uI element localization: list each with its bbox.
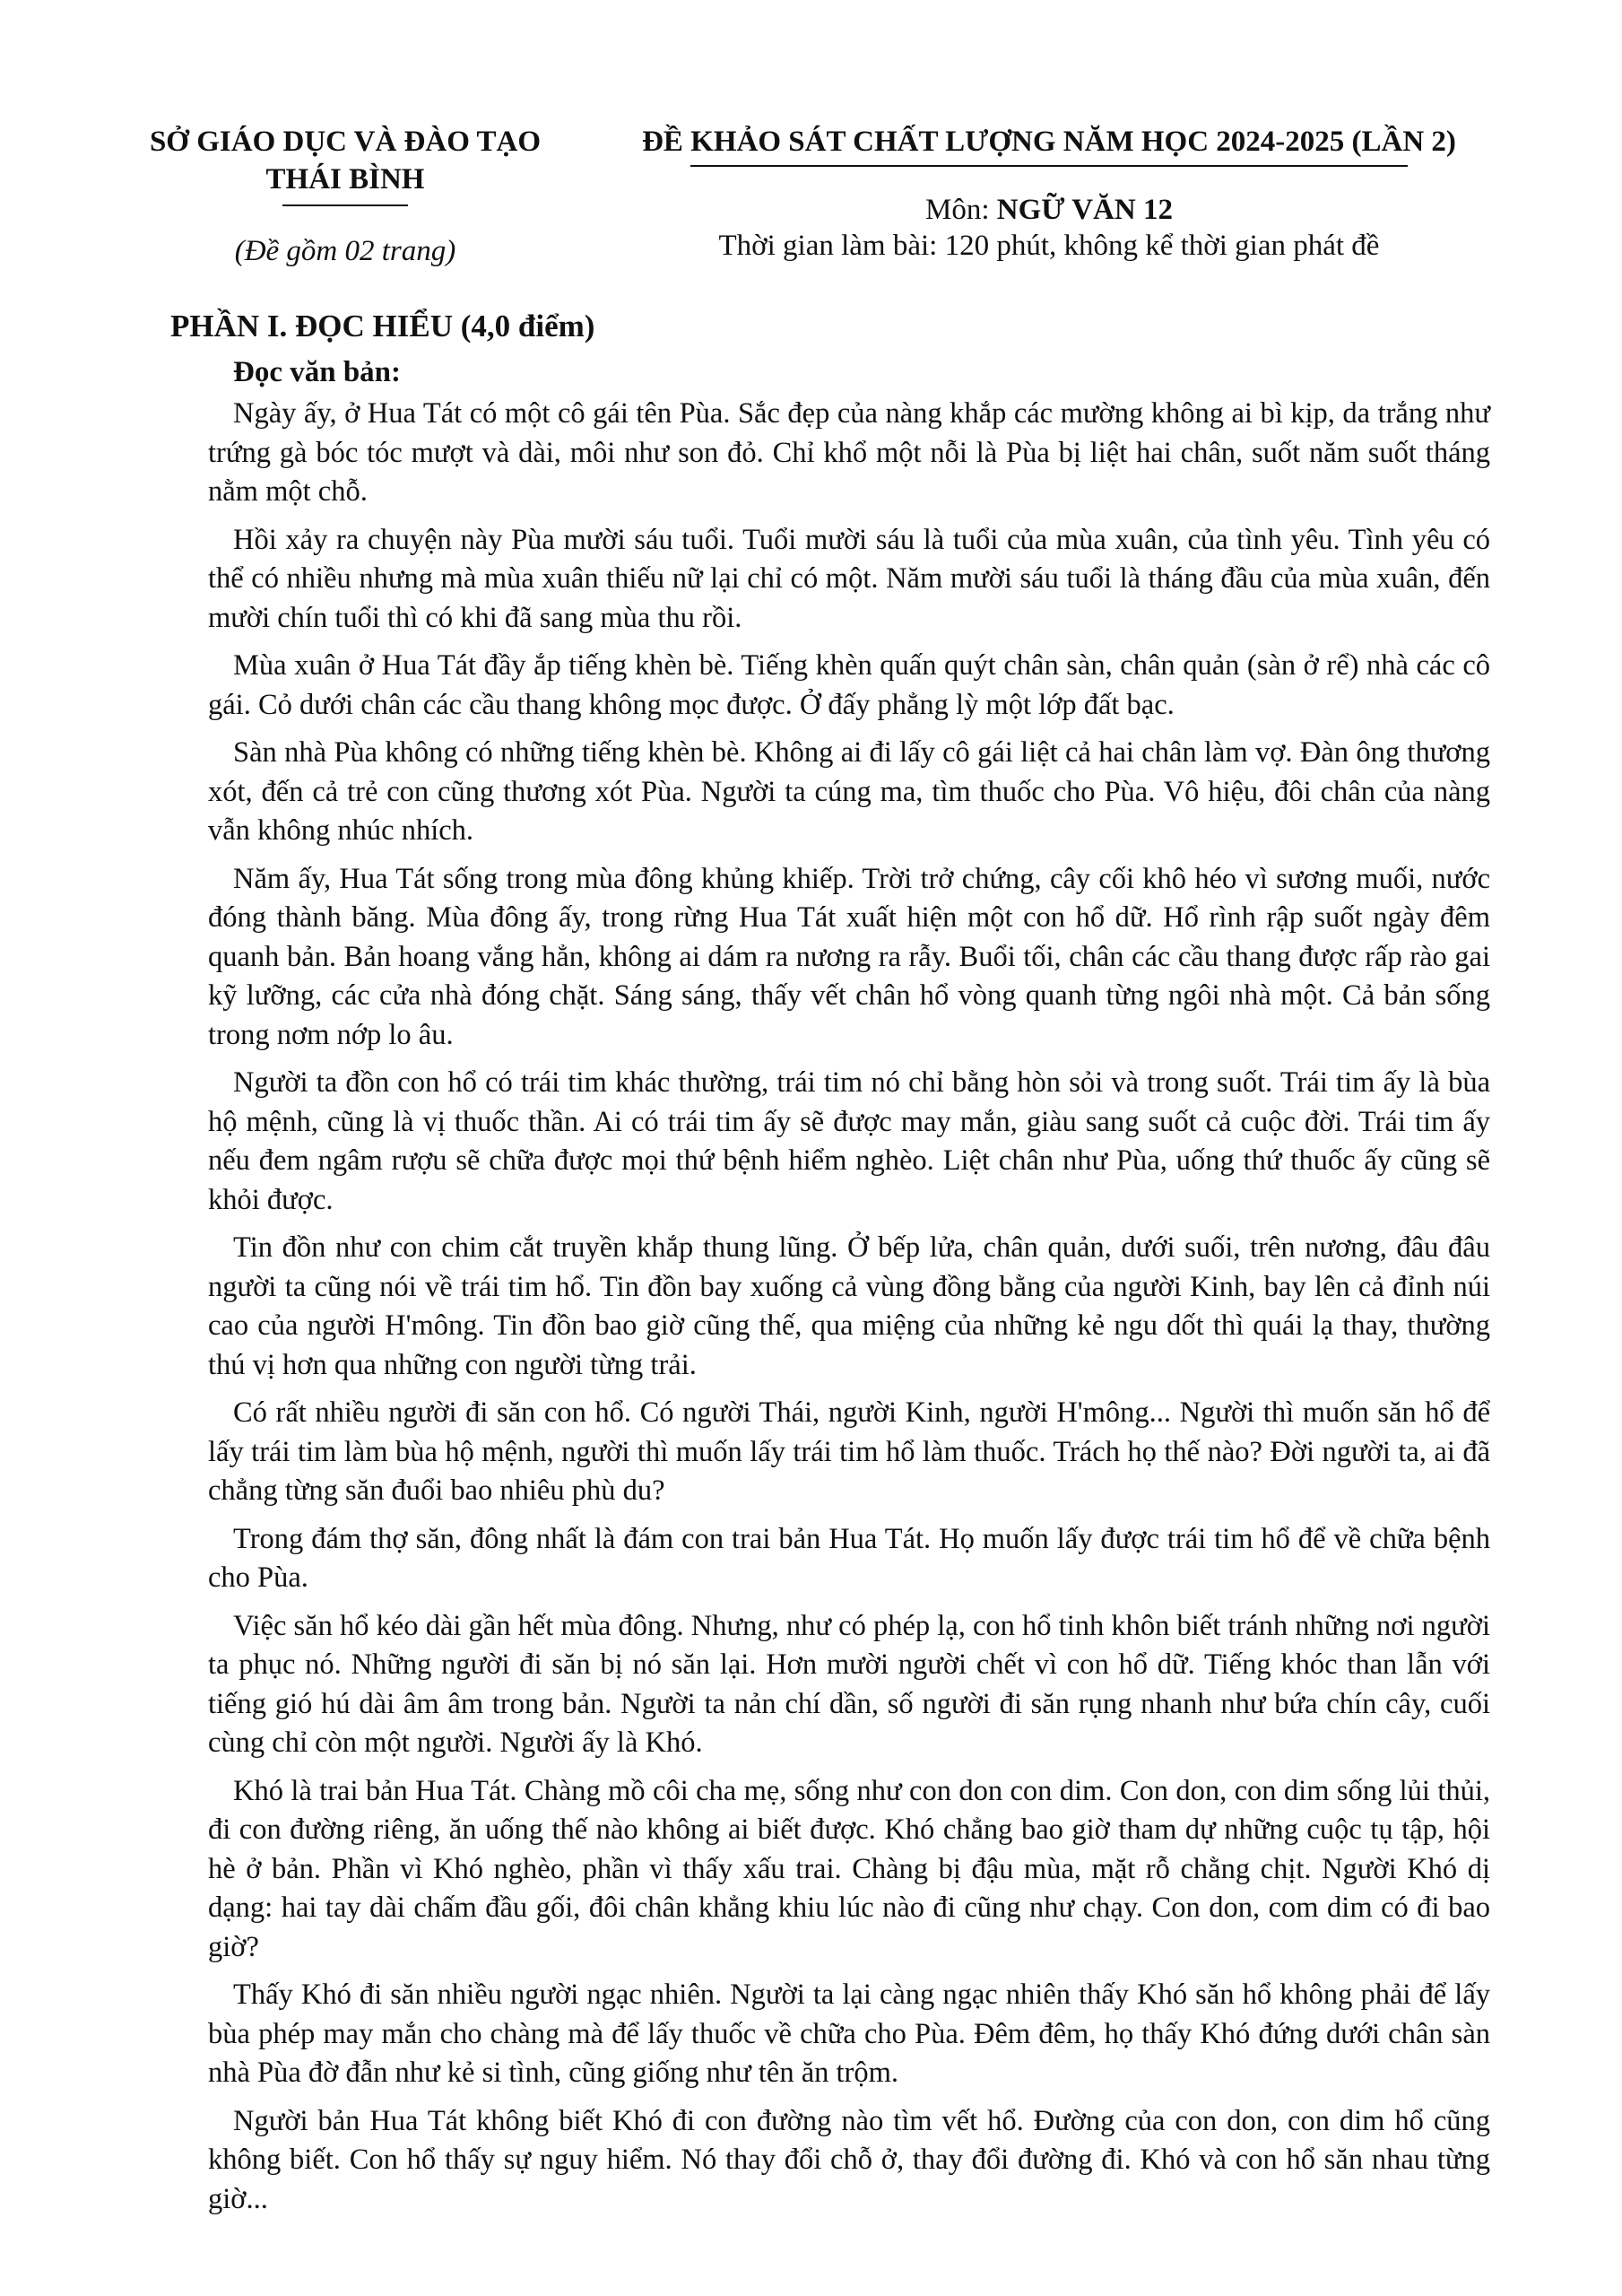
passage-paragraph: Hồi xảy ra chuyện này Pùa mười sáu tuổi. Tuổi mười sáu là tuổi của mùa xuân, của tình yêu. Tình yêu có thể có nhiều nhưng mà mùa xuân thiếu nữ lại chỉ có một. Năm mười sáu tuổi là tháng đầu của mùa xuân, đến mười chín tuổi thì có khi đã sang mùa thu rồi. [208,523,1490,634]
passage [208,395,1490,2219]
subject-label: Môn: [925,194,990,226]
exam-header [0,117,1622,287]
passage-paragraph: Có rất nhiều người đi săn con hổ. Có người Thái, người Kinh, người H'mông... Người thì muốn săn hổ để lấy trái tim làm bùa hộ mệnh, người thì muốn lấy trái tim hổ làm thuốc. Trách họ thế nào? Đời người ta, ai đã chẳng từng săn đuổi bao nhiêu phù du? [208,1396,1490,1507]
passage-paragraph: Khó là trai bản Hua Tát. Chàng mồ côi cha mẹ, sống như con don con dim. Con don, con dim sống lủi thủi, đi con đường riêng, ăn uống thế nào không ai biết được. Khó chẳng bao giờ tham dự những cuộc tụ tập, hội hè ở bản. Phần vì Khó nghèo, phần vì thấy xấu trai. Chàng bị đậu mùa, mặt rỗ chằng chịt. Người Khó dị dạng: hai tay dài chấm đầu gối, đôi chân khẳng khiu lúc nào đi cũng như chạy. Con don, com dim có đi bao giờ? [208,1774,1490,1963]
time-note: Thời gian làm bài: 120 phút, không kể thời gian phát đề [718,230,1380,262]
passage-paragraph: Trong đám thợ săn, đông nhất là đám con trai bản Hua Tát. Họ muốn lấy được trái tim hổ để về chữa bệnh cho Pùa. [208,1522,1490,1594]
section-title: PHẦN I. ĐỌC HIỂU (4,0 điểm) [170,309,595,344]
province-name: THÁI BÌNH [265,163,425,196]
passage-paragraph: Việc săn hổ kéo dài gần hết mùa đông. Nhưng, như có phép lạ, con hổ tinh khôn biết tránh những nơi người ta phục nó. Những người đi săn bị nó săn lại. Hơn mười người chết vì con hổ dữ. Tiếng khóc than lẫn với tiếng gió hú dài âm âm trong bản. Người ta nản chí dần, số người đi săn rụng nhanh như bứa chín cây, cuối cùng chỉ còn một người. Người ấy là Khó. [208,1609,1490,1759]
passage-paragraph: Người ta đồn con hổ có trái tim khác thường, trái tim nó chỉ bằng hòn sỏi và trong suốt. Trái tim ấy là bùa hộ mệnh, cũng là vị thuốc thần. Ai có trái tim ấy sẽ được may mắn, giàu sang suốt cả cuộc đời. Trái tim ấy nếu đem ngâm rượu sẽ chữa được mọi thứ bệnh hiểm nghèo. Liệt chân như Pùa, uống thứ thuốc ấy cũng sẽ khỏi được. [208,1066,1490,1216]
department-underline [282,204,408,206]
passage-paragraph: Ngày ấy, ở Hua Tát có một cô gái tên Pùa. Sắc đẹp của nàng khắp các mường không ai bì kịp, da trắng như trứng gà bóc tóc mượt và dài, môi như son đỏ. Chỉ khổ một nỗi là Pùa bị liệt hai chân, suốt năm suốt tháng nằm một chỗ. [208,397,1490,508]
exam-title: ĐỀ KHẢO SÁT CHẤT LƯỢNG NĂM HỌC 2024-2025 (LẦN 2) [642,126,1456,158]
passage-paragraph: Thấy Khó đi săn nhiều người ngạc nhiên. Người ta lại càng ngạc nhiên thấy Khó săn hổ không phải để lấy bùa phép may mắn cho chàng mà để lấy thuốc về chữa cho Pùa. Đêm đêm, họ thấy Khó đứng dưới chân sàn nhà Pùa đờ đẫn như kẻ si tình, cũng giống như tên ăn trộm. [208,1979,1490,2089]
passage-paragraph: Tin đồn như con chim cắt truyền khắp thung lũng. Ở bếp lửa, chân quản, dưới suối, trên nương, đâu đâu người ta cũng nói về trái tim hổ. Tin đồn bay xuống cả vùng đồng bằng của người Kinh, bay lên cả đỉnh núi cao của người H'mông. Tin đồn bao giờ cũng thế, qua miệng của những kẻ ngu dốt thì quái lạ thay, thường thú vị hơn qua những con người từng trải. [208,1231,1490,1381]
subject-line [619,194,1479,227]
passage-paragraph: Sàn nhà Pùa không có những tiếng khèn bè. Không ai đi lấy cô gái liệt cả hai chân làm vợ. Đàn ông thương xót, đến cả trẻ con cũng thương xót Pùa. Người ta cúng ma, tìm thuốc cho Pùa. Vô hiệu, đôi chân của nàng vẫn không nhúc nhích. [208,736,1490,847]
exam-title-underline [690,165,1408,167]
reading-section [170,305,1490,2228]
pages-note: (Đề gồm 02 trang) [234,235,456,267]
passage-paragraph: Mùa xuân ở Hua Tát đầy ắp tiếng khèn bè. Tiếng khèn quấn quýt chân sàn, chân quản (sàn ở rể) nhà các cô gái. Cỏ dưới chân các cầu thang không mọc được. Ở đấy phẳng lỳ một lớp đất bạc. [208,649,1490,721]
read-label: Đọc văn bản: [233,356,402,388]
department-name: SỞ GIÁO DỤC VÀ ĐÀO TẠO [149,126,542,158]
subject-name: NGỮ VĂN 12 [996,194,1173,226]
passage-paragraph: Người bản Hua Tát không biết Khó đi con đường nào tìm vết hổ. Đường của con don, con dim hổ cũng không biết. Con hổ thấy sự nguy hiểm. Nó thay đổi chỗ ở, thay đổi đường đi. Khó và con hổ săn nhau từng giờ... [208,2104,1490,2215]
passage-paragraph: Năm ấy, Hua Tát sống trong mùa đông khủng khiếp. Trời trở chứng, cây cối khô héo vì sương muối, nước đóng thành băng. Mùa đông ấy, trong rừng Hua Tát xuất hiện một con hổ dữ. Hổ rình rập suốt ngày đêm quanh bản. Bản hoang vắng hẳn, không ai dám ra nương ra rẫy. Buổi tối, chân các cầu thang được rấp rào gai kỹ lưỡng, các cửa nhà đóng chặt. Sáng sáng, thấy vết chân hổ vòng quanh từng ngôi nhà một. Cả bản sống trong nơm nớp lo âu. [208,862,1490,1051]
